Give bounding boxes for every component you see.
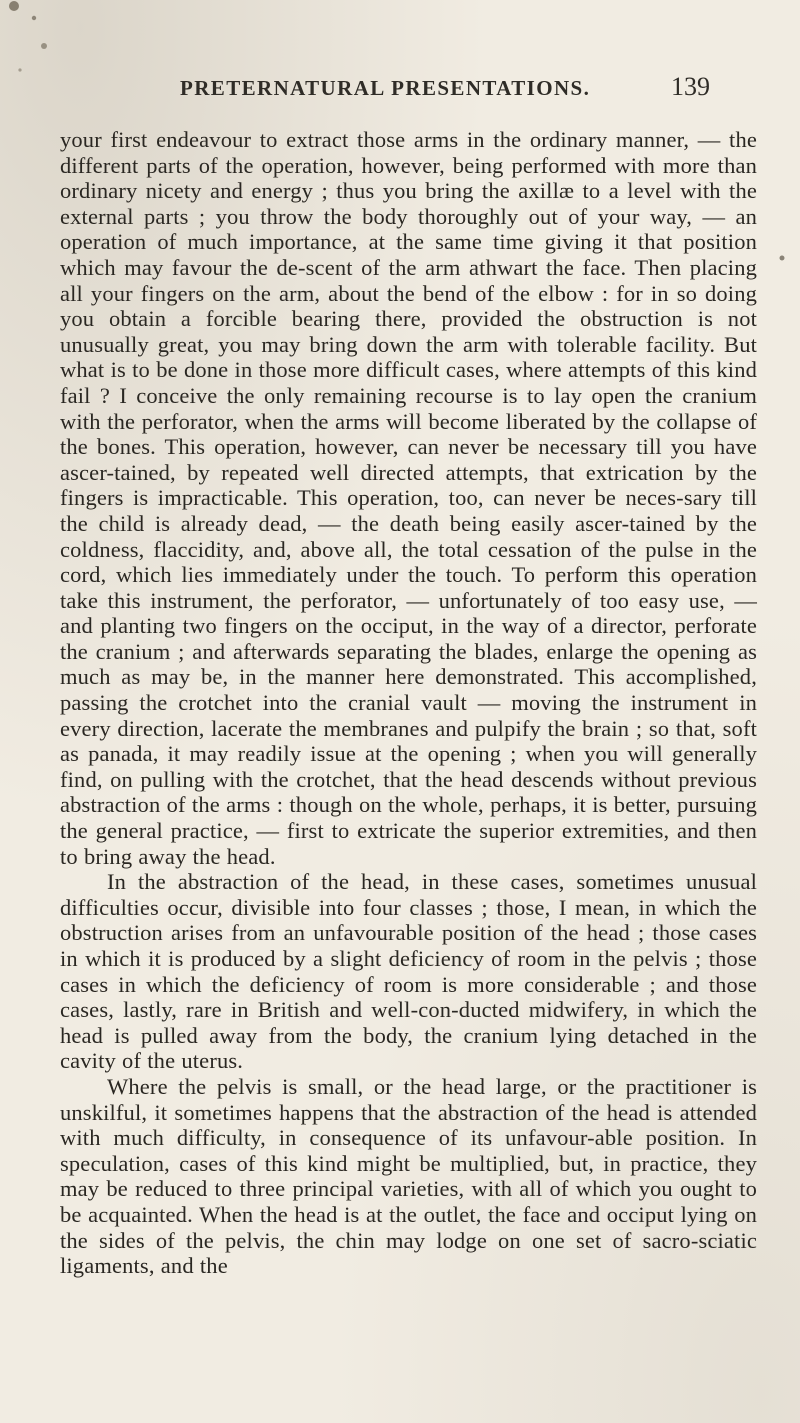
page-number: 139 xyxy=(671,72,710,101)
ink-speck xyxy=(41,43,47,49)
running-title: PRETERNATURAL PRESENTATIONS. xyxy=(180,76,591,100)
ink-speck xyxy=(32,16,36,20)
paragraph: In the abstraction of the head, in these cases, sometimes unusual difficulties occur, divisible into four classes ; those, I mean, in which the obstruction arises from an unfavourable position of the head ; those cases in which it is produced by a slight deficiency of room in the pelvis ; those cases in which the deficiency of room is more considerable ; and those cases, lastly, rare in British and well-con-ducted midwifery, in which the head is pulled away from the body, the cranium lying detached in the cavity of the uterus. xyxy=(60,869,757,1074)
paragraph: Where the pelvis is small, or the head large, or the practitioner is unskilful, it sometimes happens that the abstraction of the head is attended with much difficulty, in consequence of its unfavour-able position. In speculation, cases of this kind might be multiplied, but, in practice, they may be reduced to three principal varieties, with all of which you ought to be acquainted. When the head is at the outlet, the face and occiput lying on the sides of the pelvis, the chin may lodge on one set of sacro-sciatic ligaments, and the xyxy=(60,1073,757,1279)
running-header xyxy=(180,72,710,110)
ink-speck xyxy=(780,256,785,261)
ink-speck xyxy=(18,68,21,71)
ink-speck xyxy=(9,1,19,11)
paragraph: your first endeavour to extract those arms in the ordinary manner, — the different parts of the operation, however, being performed with more than ordinary nicety and energy ; thus you bring the axillæ to a level with the external parts ; you throw the body thoroughly out of your way, — an operation of much importance, at the same time giving it that position which may favour the de-scent of the arm athwart the face. Then placing all your fingers on the arm, about the bend of the elbow : for in so doing you obtain a forcible bearing there, provided the obstruction is not unusually great, you may bring down the arm with tolerable facility. But what is to be done in those more difficult cases, where attempts of this kind fail ? I conceive the only remaining recourse is to lay open the cranium with the perforator, when the arms will become liberated by the collapse of the bones. This operation, however, can never be necessary till you have ascer-tained, by repeated well directed attempts, that extrication by the fingers is impracticable. This operation, too, can never be neces-sary till the child is already dead, — the death being easily ascer-tained by the coldness, flaccidity, and, above all, the total cessation of the pulse in the cord, which lies immediately under the touch. To perform this operation take this instrument, the perforator, — unfortunately of too easy use, — and planting two fingers on the occiput, in the way of a director, perforate the cranium ; and afterwards separating the blades, enlarge the opening as much as may be, in the manner here demonstrated. This accomplished, passing the crotchet into the cranial vault — moving the instrument in every direction, lacerate the membranes and pulpify the brain ; so that, soft as panada, it may readily issue at the opening ; when you will generally find, on pulling with the crotchet, that the head descends without previous abstraction of the arms : though on the whole, perhaps, it is better, pursuing the general practice, — first to extricate the superior extremities, and then to bring away the head. xyxy=(60,127,757,869)
body-text xyxy=(60,127,757,1279)
